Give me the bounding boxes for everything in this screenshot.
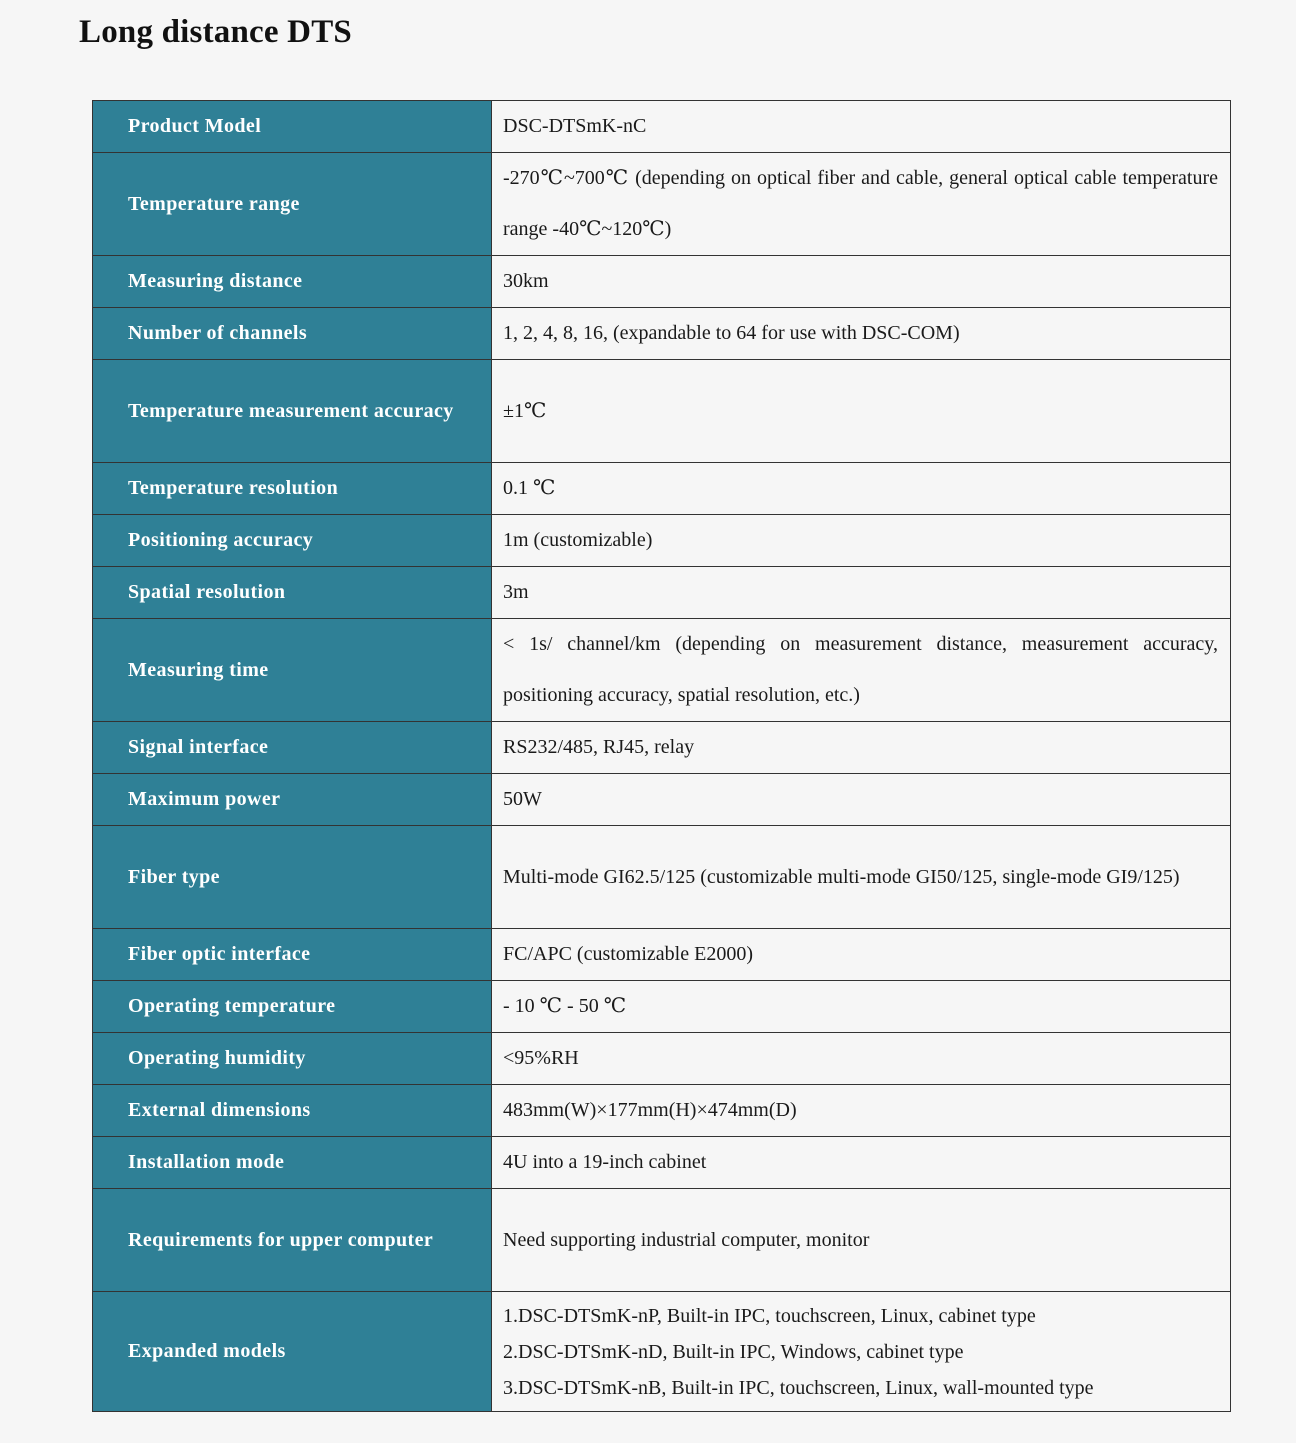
- spec-value: 30km: [492, 256, 1231, 308]
- spec-row-operating-humidity: [93, 1033, 1231, 1085]
- spec-row-temperature-measurement-accuracy: [93, 360, 1231, 463]
- spec-label: Operating temperature: [93, 981, 492, 1033]
- spec-value: Need supporting industrial computer, monitor: [492, 1189, 1231, 1292]
- spec-label: Operating humidity: [93, 1033, 492, 1085]
- spec-label: Temperature resolution: [93, 463, 492, 515]
- spec-value: Multi-mode GI62.5/125 (customizable multi-mode GI50/125, single-mode GI9/125): [492, 826, 1231, 929]
- spec-value: 50W: [492, 774, 1231, 826]
- spec-row-measuring-time: [93, 619, 1231, 722]
- spec-row-temperature-resolution: [93, 463, 1231, 515]
- spec-row-operating-temperature: [93, 981, 1231, 1033]
- spec-value: 0.1 ℃: [492, 463, 1231, 515]
- spec-label: Temperature measurement accuracy: [93, 360, 492, 463]
- page-title: Long distance DTS: [79, 14, 352, 50]
- spec-row-temperature-range: [93, 153, 1231, 256]
- spec-value: DSC-DTSmK-nC: [492, 101, 1231, 153]
- spec-label: Product Model: [93, 101, 492, 153]
- spec-label: Spatial resolution: [93, 567, 492, 619]
- spec-label: Expanded models: [93, 1292, 492, 1412]
- spec-value: - 10 ℃ - 50 ℃: [492, 981, 1231, 1033]
- spec-row-fiber-optic-interface: [93, 929, 1231, 981]
- spec-value: 1m (customizable): [492, 515, 1231, 567]
- spec-row-fiber-type: [93, 826, 1231, 929]
- spec-row-positioning-accuracy: [93, 515, 1231, 567]
- spec-label: Installation mode: [93, 1137, 492, 1189]
- spec-label: Measuring time: [93, 619, 492, 722]
- spec-table: [92, 100, 1231, 1412]
- spec-row-external-dimensions: [93, 1085, 1231, 1137]
- expanded-model-item: 3.DSC-DTSmK-nB, Built-in IPC, touchscreen, Linux, wall-mounted type: [503, 1376, 1094, 1399]
- spec-value: RS232/485, RJ45, relay: [492, 722, 1231, 774]
- spec-label: Fiber type: [93, 826, 492, 929]
- spec-label: Positioning accuracy: [93, 515, 492, 567]
- spec-value: <95%RH: [492, 1033, 1231, 1085]
- spec-label: Number of channels: [93, 308, 492, 360]
- spec-value: 1, 2, 4, 8, 16, (expandable to 64 for use with DSC-COM): [492, 308, 1231, 360]
- spec-label: Signal interface: [93, 722, 492, 774]
- spec-row-measuring-distance: [93, 256, 1231, 308]
- spec-value: 483mm(W)×177mm(H)×474mm(D): [492, 1085, 1231, 1137]
- spec-value: FC/APC (customizable E2000): [492, 929, 1231, 981]
- expanded-models-list: [492, 1292, 1231, 1412]
- spec-label: Requirements for upper computer: [93, 1189, 492, 1292]
- spec-row-spatial-resolution: [93, 567, 1231, 619]
- spec-label: Maximum power: [93, 774, 492, 826]
- spec-label: External dimensions: [93, 1085, 492, 1137]
- spec-row-installation-mode: [93, 1137, 1231, 1189]
- spec-value: -270℃~700℃ (depending on optical fiber and cable, general optical cable temperature range -40℃~120℃): [492, 153, 1231, 256]
- expanded-model-item: 1.DSC-DTSmK-nP, Built-in IPC, touchscreen, Linux, cabinet type: [503, 1304, 1036, 1327]
- spec-row-signal-interface: [93, 722, 1231, 774]
- spec-value: 3m: [492, 567, 1231, 619]
- spec-label: Measuring distance: [93, 256, 492, 308]
- spec-row-upper-computer-requirements: [93, 1189, 1231, 1292]
- spec-value: < 1s/ channel/km (depending on measurement distance, measurement accuracy, positioning accuracy, spatial resolution, etc.): [492, 619, 1231, 722]
- spec-label: Temperature range: [93, 153, 492, 256]
- spec-row-product-model: [93, 101, 1231, 153]
- expanded-model-item: 2.DSC-DTSmK-nD, Built-in IPC, Windows, cabinet type: [503, 1340, 964, 1363]
- spec-row-expanded-models: [93, 1292, 1231, 1412]
- spec-row-number-of-channels: [93, 308, 1231, 360]
- spec-row-maximum-power: [93, 774, 1231, 826]
- spec-label: Fiber optic interface: [93, 929, 492, 981]
- spec-value: 4U into a 19-inch cabinet: [492, 1137, 1231, 1189]
- spec-value: ±1℃: [492, 360, 1231, 463]
